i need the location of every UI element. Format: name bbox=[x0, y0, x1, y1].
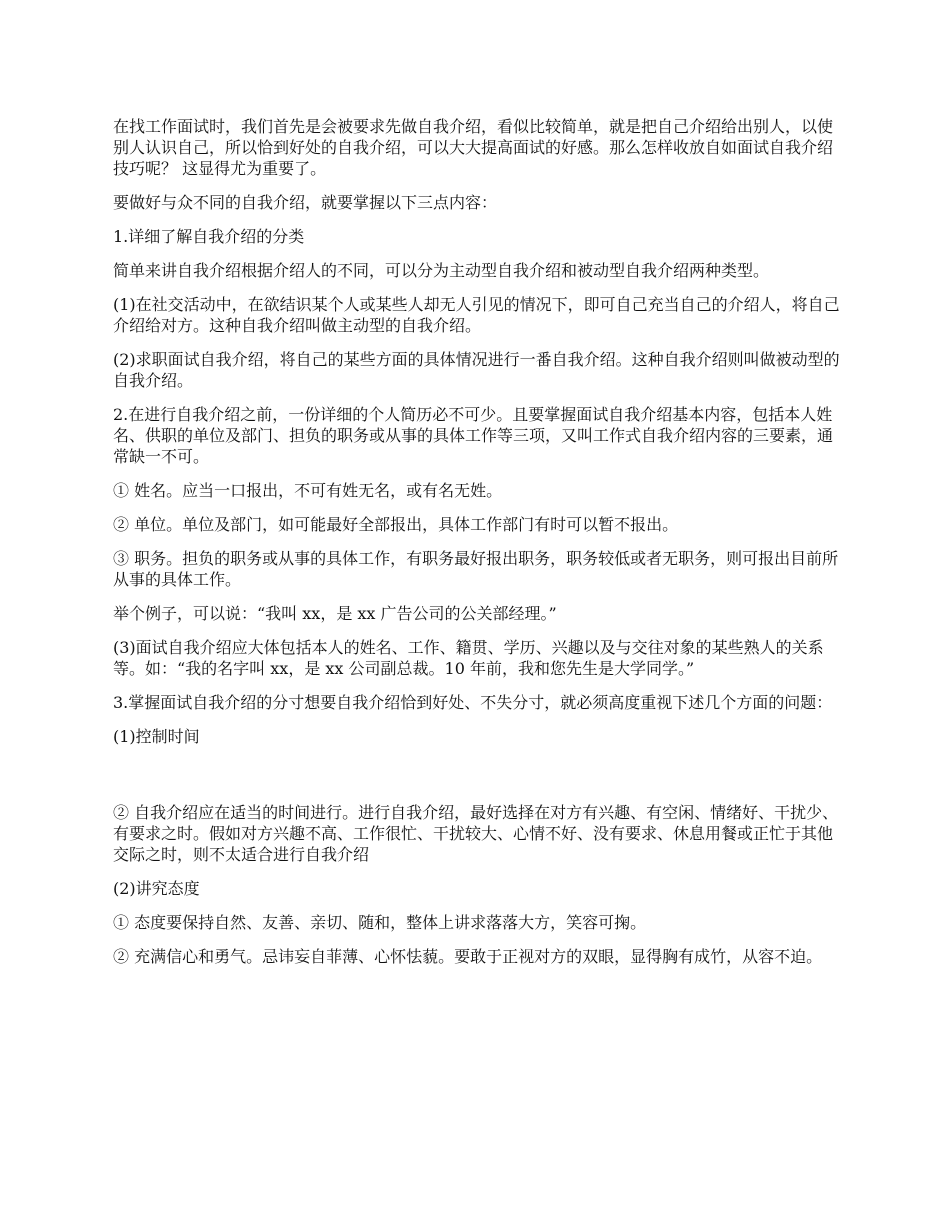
paragraph-types: 简单来讲自我介绍根据介绍人的不同，可以分为主动型自我介绍和被动型自我介绍两种类型。 bbox=[113, 261, 770, 280]
list-item-position: ③ 职务。担负的职务或从事的具体工作，有职务最好报出职务，职务较低或者无职务，则可报出目前所从事的具体工作。 bbox=[113, 549, 839, 589]
heading-section-3: 3.掌握面试自我介绍的分寸想要自我介绍恰到好处、不失分寸，就必须高度重视下述几个方面的问题： bbox=[113, 693, 833, 712]
blank-gap bbox=[113, 760, 843, 802]
list-item-unit: ② 单位。单位及部门，如可能最好全部报出，具体工作部门有时可以暂不报出。 bbox=[113, 515, 679, 534]
list-item-timing: ② 自我介绍应在适当的时间进行。进行自我介绍，最好选择在对方有兴趣、有空闲、情绪好、干扰少、有要求之时。假如对方兴趣不高、工作很忙、干扰较大、心情不好、没有要求、休息用餐或正忙于其他交际之时，则不太适合进行自我介绍 bbox=[113, 803, 839, 864]
subheading-control-time: (1)控制时间 bbox=[113, 727, 200, 746]
paragraph-content-scope: (3)面试自我介绍应大体包括本人的姓名、工作、籍贯、学历、兴趣以及与交往对象的某些熟人的关系等。如：“我的名字叫 xx，是 xx 公司副总裁。10 年前，我和您先生是大学同学。” bbox=[113, 638, 824, 678]
paragraph-passive-type: (2)求职面试自我介绍，将自己的某些方面的具体情况进行一番自我介绍。这种自我介绍则叫做被动型的自我介绍。 bbox=[113, 350, 840, 390]
subheading-attitude: (2)讲究态度 bbox=[113, 879, 200, 898]
paragraph-three-points: 要做好与众不同的自我介绍，就要掌握以下三点内容： bbox=[113, 193, 498, 212]
paragraph-intro: 在找工作面试时，我们首先是会被要求先做自我介绍，看似比较简单，就是把自己介绍给出别人，以使别人认识自己，所以恰到好处的自我介绍，可以大大提高面试的好感。那么怎样收放自如面试自我介绍技巧呢？ 这显得尤为重要了。 bbox=[113, 117, 834, 178]
list-item-natural-attitude: ① 态度要保持自然、友善、亲切、随和，整体上讲求落落大方，笑容可掬。 bbox=[113, 913, 647, 932]
paragraph-example: 举个例子，可以说：“我叫 xx，是 xx 广告公司的公关部经理。” bbox=[113, 604, 557, 623]
heading-section-2: 2.在进行自我介绍之前，一份详细的个人简历必不可少。且要掌握面试自我介绍基本内容，包括本人姓名、供职的单位及部门、担负的职务或从事的具体工作等三项，又叫工作式自我介绍内容的三要素，通常缺一不可。 bbox=[113, 405, 834, 466]
heading-section-1: 1.详细了解自我介绍的分类 bbox=[113, 227, 305, 246]
paragraph-active-type: (1)在社交活动中，在欲结识某个人或某些人却无人引见的情况下，即可自己充当自己的介绍人，将自己介绍给对方。这种自我介绍叫做主动型的自我介绍。 bbox=[113, 295, 840, 335]
document-page bbox=[113, 116, 843, 980]
list-item-name: ① 姓名。应当一口报出，不可有姓无名，或有名无姓。 bbox=[113, 481, 503, 500]
list-item-confidence: ② 充满信心和勇气。忌讳妄自菲薄、心怀怯藐。要敢于正视对方的双眼，显得胸有成竹，从容不迫。 bbox=[113, 947, 823, 966]
